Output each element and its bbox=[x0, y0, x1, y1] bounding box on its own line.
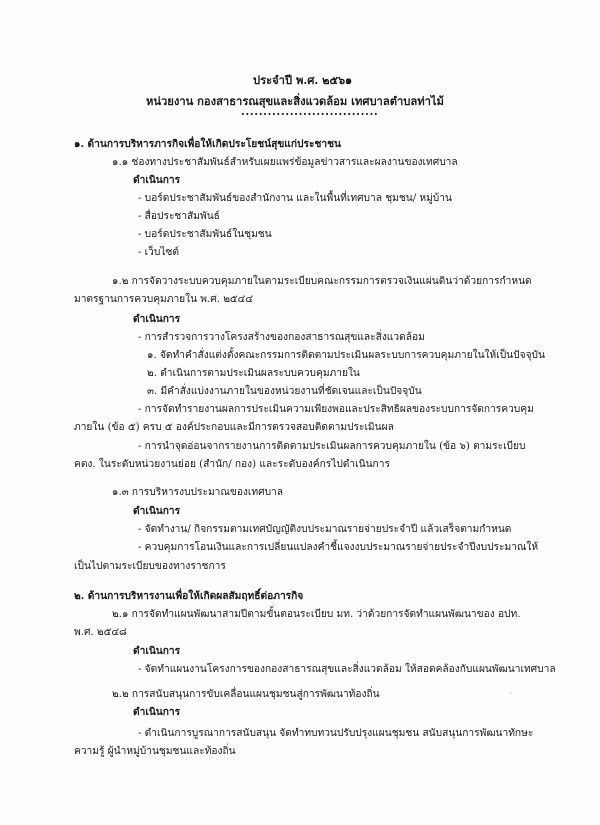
list-item: - บอร์ดประชาสัมพันธ์ในชุมชน bbox=[138, 229, 272, 240]
section-1-heading: ๑. ด้านการบริหารภารกิจเพื่อให้เกิดประโยชน์สุขแก่ประชาชน bbox=[74, 138, 341, 150]
title-dotted-underline: ............................... bbox=[241, 105, 379, 118]
list-item-continuation: คตง. ในระดับหน่วยงานย่อย (สำนัก/ กอง) และระดับองค์กรไปดำเนินการ bbox=[74, 459, 390, 470]
list-item: - ควบคุมการโอนเงินและการเปลี่ยนแปลงคำชี้แจงงบประมาณรายจ่ายประจำปีงบประมาณให้ bbox=[138, 542, 539, 553]
list-item-continuation: ภายใน (ข้อ ๕) ครบ ๕ องค์ประกอบและมีการตรวจสอบติดตามประเมินผล bbox=[74, 422, 394, 433]
item-1-3-title: ๑.๓ การบริหารงบประมาณของเทศบาล bbox=[112, 487, 284, 498]
item-2-2-title: ๒.๒ การสนับสนุนการขับเคลื่อนแผนชุมชนสู่การพัฒนาท้องถิ่น bbox=[112, 689, 380, 700]
list-item: - การนำจุดอ่อนจากรายงานการติดตามประเมินผลการควบคุมภายใน (ข้อ ๖) ตามระเบียบ bbox=[138, 441, 526, 452]
sub-list-item: ๑. จัดทำคำสั่งแต่งตั้งคณะกรรมการติดตามประเมินผลระบบการควบคุมภายในให้เป็นปัจจุบัน bbox=[147, 350, 545, 361]
item-1-2-title-line-1: ๑.๒ การจัดวางระบบควบคุมภายในตามระเบียบคณะกรรมการตรวจเงินแผ่นดินว่าด้วยการกำหนด bbox=[112, 276, 532, 287]
year-title: ประจำปี พ.ศ. ๒๕๖๑ bbox=[253, 73, 353, 87]
sub-list-item: ๒. ดำเนินการตามประเมินผลระบบควบคุมภายใน bbox=[147, 368, 360, 379]
list-item: - จัดทำงาน/ กิจกรรมตามเทศบัญญัติงบประมาณรายจ่ายประจำปี แล้วเสร็จตามกำหนด bbox=[138, 524, 512, 535]
list-item-continuation: ความรู้ ผู้นำหมู่บ้านชุมชนและท้องถิ่น bbox=[74, 746, 236, 757]
item-2-1-title-line-2: พ.ศ. ๒๕๔๘ bbox=[74, 627, 127, 638]
list-item: - ดำเนินการบูรณาการสนับสนุน จัดทำทบทวนปรับปรุงแผนชุมชน สนับสนุนการพัฒนาทักษะ bbox=[138, 728, 534, 739]
item-1-3-action-label: ดำเนินการ bbox=[133, 505, 181, 517]
list-item: - บอร์ดประชาสัมพันธ์ของสำนักงาน และในพื้นที่เทศบาล ชุมชน/ หมู่บ้าน bbox=[138, 193, 452, 204]
list-item: - สื่อประชาสัมพันธ์ bbox=[138, 211, 220, 222]
list-item: - การจัดทำรายงานผลการประเมินความเพียงพอและประสิทธิผลของระบบการจัดการควบคุม bbox=[138, 404, 534, 415]
item-2-2-action-label: ดำเนินการ bbox=[133, 706, 181, 718]
list-item-continuation: เป็นไปตามระเบียบของทางราชการ bbox=[74, 561, 226, 572]
item-1-2-action-label: ดำเนินการ bbox=[133, 313, 181, 325]
item-2-1-action-label: ดำเนินการ bbox=[133, 645, 181, 657]
sub-list-item: ๓. มีคำสั่งแบ่งงานภายในของหน่วยงานที่ชัดเจนและเป็นปัจจุบัน bbox=[147, 386, 422, 397]
item-1-1-action-label: ดำเนินการ bbox=[133, 174, 181, 186]
list-item: - จัดทำแผนงานโครงการของกองสาธารณสุขและสิ่งแวดล้อม ให้สอดคล้องกับแผนพัฒนาเทศบาล bbox=[138, 664, 556, 675]
item-2-1-title-line-1: ๒.๑ การจัดทำแผนพัฒนาสามปีตามขั้นตอนระเบียบ มท. ว่าด้วยการจัดทำแผนพัฒนาของ อปท. bbox=[112, 609, 521, 620]
agency-title: หน่วยงาน กองสาธารณสุขและสิ่งแวดล้อม เทศบาลตำบลท่าไม้ bbox=[146, 94, 444, 108]
item-1-1-title: ๑.๑ ช่องทางประชาสัมพันธ์สำหรับเผยแพร่ข้อมูลข่าวสารและผลงานของเทศบาล bbox=[112, 157, 458, 168]
scan-smudge: ⁘ bbox=[508, 690, 514, 697]
list-item: - การสำรวจการวางโครงสร้างของกองสาธารณสุขและสิ่งแวดล้อม bbox=[138, 332, 425, 343]
list-item: - เว็บไซต์ bbox=[138, 247, 180, 258]
item-1-2-title-line-2: มาตรฐานการควบคุมภายใน พ.ศ. ๒๕๔๔ bbox=[74, 294, 254, 305]
section-2-heading: ๒. ด้านการบริหารงานเพื่อให้เกิดผลสัมฤทธิ์ต่อภารกิจ bbox=[74, 590, 304, 602]
